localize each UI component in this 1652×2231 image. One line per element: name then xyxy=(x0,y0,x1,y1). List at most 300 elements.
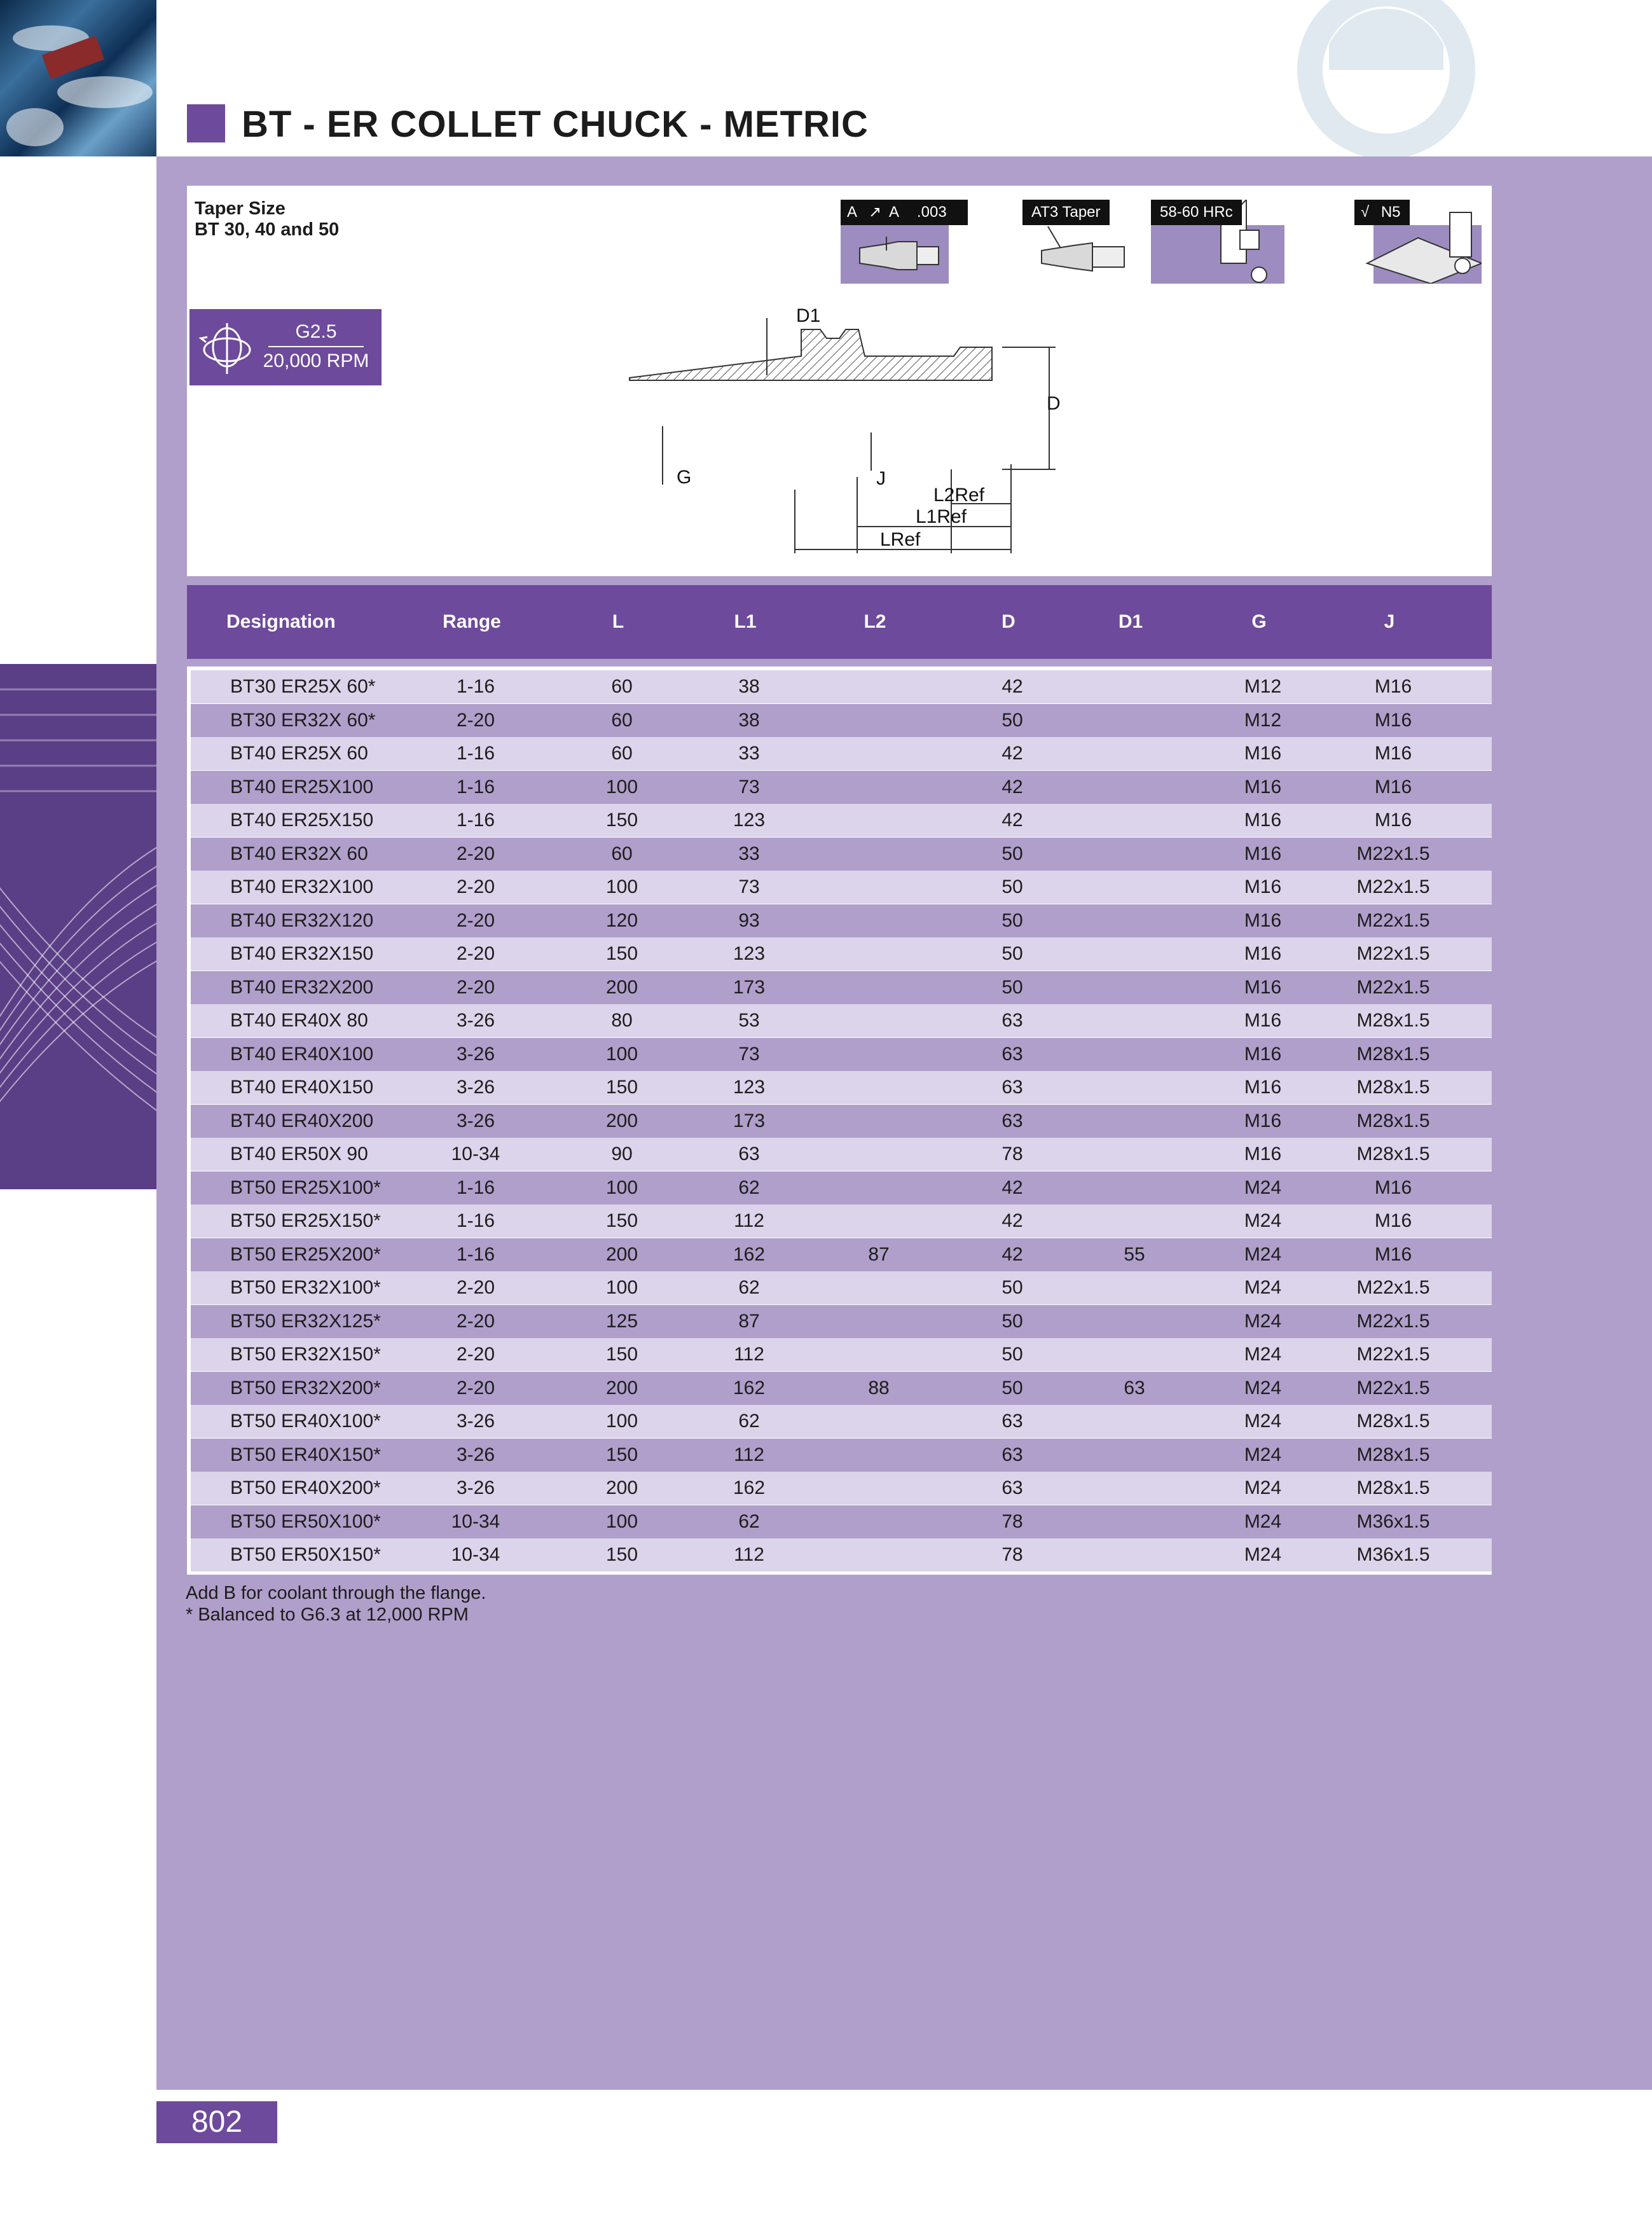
col-head-d: D xyxy=(1002,611,1015,632)
runout-tag xyxy=(841,200,968,225)
cell-d1 xyxy=(1096,1205,1173,1238)
table-row xyxy=(191,1472,1492,1505)
cell-d: 42 xyxy=(1002,1243,1023,1265)
cell-l2 xyxy=(841,1271,917,1304)
cell-l: 100 xyxy=(605,1411,638,1432)
taper-size-label: Taper Size xyxy=(195,198,286,219)
table-row xyxy=(191,1004,1492,1037)
cell-range: 1-16 xyxy=(456,776,495,798)
cell-l: 200 xyxy=(605,1110,638,1131)
table-row xyxy=(191,838,1492,871)
cell-l: 80 xyxy=(611,1010,633,1031)
cell-g: M16 xyxy=(1244,776,1282,798)
cell-j: M28x1.5 xyxy=(1356,1411,1430,1432)
table-row xyxy=(191,1238,1492,1271)
cell-d1 xyxy=(1096,1472,1173,1505)
cell-l2 xyxy=(841,1071,917,1104)
cell-g: M24 xyxy=(1244,1210,1282,1231)
cell-range: 1-16 xyxy=(456,1177,495,1198)
cell-g: M24 xyxy=(1244,1243,1282,1265)
runout-value: .003 xyxy=(917,204,947,221)
balance-grade: G2.5 xyxy=(295,321,337,342)
cell-l2 xyxy=(841,838,917,871)
taper-size-value: BT 30, 40 and 50 xyxy=(195,219,340,240)
table-row xyxy=(191,1271,1492,1304)
table-row xyxy=(191,704,1492,737)
title-marker xyxy=(187,104,225,142)
cell-g: M12 xyxy=(1244,709,1282,731)
cell-g: M16 xyxy=(1244,1043,1282,1065)
col-head-d1: D1 xyxy=(1118,611,1143,632)
cell-l: 150 xyxy=(605,1210,638,1231)
cell-d: 50 xyxy=(1002,976,1023,998)
cell-j: M36x1.5 xyxy=(1356,1510,1430,1532)
cell-l2 xyxy=(841,670,917,703)
cell-j: M28x1.5 xyxy=(1356,1143,1430,1164)
table-row xyxy=(191,1538,1492,1571)
roughness-check-icon: √ xyxy=(1361,204,1370,221)
cell-g: M24 xyxy=(1244,1411,1282,1432)
cell-range: 1-16 xyxy=(456,1243,495,1265)
balance-icon xyxy=(198,319,256,376)
cell-l2 xyxy=(841,1105,917,1138)
cell-designation: BT50 ER32X125* xyxy=(230,1310,381,1332)
cell-l: 150 xyxy=(605,1344,638,1365)
g-label: G xyxy=(677,467,692,488)
balance-rpm: 20,000 RPM xyxy=(263,350,369,371)
cell-designation: BT40 ER25X100 xyxy=(230,776,374,798)
col-head-l2: L2 xyxy=(864,611,886,632)
cell-l2 xyxy=(841,737,917,770)
cell-j: M22x1.5 xyxy=(1356,1277,1430,1298)
cell-g: M24 xyxy=(1244,1477,1282,1498)
cell-j: M28x1.5 xyxy=(1356,1043,1430,1065)
cell-d: 50 xyxy=(1002,843,1023,864)
cell-l2 xyxy=(841,704,917,737)
cell-range: 1-16 xyxy=(456,1210,495,1231)
cell-d: 50 xyxy=(1002,943,1023,964)
cell-l2: 88 xyxy=(868,1377,890,1399)
datum-b-label: A xyxy=(889,204,900,221)
cell-d1 xyxy=(1096,737,1173,770)
cell-range: 3-26 xyxy=(456,1110,495,1131)
cell-range: 3-26 xyxy=(456,1444,495,1465)
cell-j: M28x1.5 xyxy=(1356,1077,1430,1098)
table-row xyxy=(191,1505,1492,1538)
cell-d1 xyxy=(1096,1538,1173,1571)
cell-d1 xyxy=(1096,1271,1173,1304)
cell-l1: 87 xyxy=(738,1310,760,1332)
cell-l1: 62 xyxy=(738,1277,760,1298)
cell-range: 2-20 xyxy=(456,1277,495,1298)
cell-g: M24 xyxy=(1244,1510,1282,1532)
cell-designation: BT50 ER40X100* xyxy=(230,1411,381,1432)
cell-l1: 73 xyxy=(738,776,760,798)
table-row xyxy=(191,1405,1492,1438)
cell-g: M24 xyxy=(1244,1544,1282,1565)
cell-j: M16 xyxy=(1374,776,1412,798)
cell-designation: BT50 ER25X100* xyxy=(230,1177,381,1198)
cell-range: 2-20 xyxy=(456,976,495,998)
cell-designation: BT40 ER40X200 xyxy=(230,1110,374,1131)
cell-range: 3-26 xyxy=(456,1043,495,1065)
cell-d1 xyxy=(1096,670,1173,703)
cell-l: 200 xyxy=(605,1377,638,1399)
cell-l1: 162 xyxy=(733,1377,766,1399)
cell-d: 63 xyxy=(1002,1110,1023,1131)
cell-range: 2-20 xyxy=(456,1310,495,1332)
cell-l2 xyxy=(841,871,917,904)
cell-d: 50 xyxy=(1002,1377,1023,1399)
cell-l2 xyxy=(841,1205,917,1238)
cell-j: M22x1.5 xyxy=(1356,1377,1430,1399)
cell-l: 150 xyxy=(605,1544,638,1565)
cell-d1 xyxy=(1096,804,1173,837)
cell-range: 3-26 xyxy=(456,1411,495,1432)
collet-chuck-drawing xyxy=(610,299,1094,560)
cell-d: 50 xyxy=(1002,876,1023,897)
cell-j: M22x1.5 xyxy=(1356,976,1430,998)
cell-l1: 123 xyxy=(733,943,766,964)
cell-l2 xyxy=(841,937,917,970)
cell-range: 3-26 xyxy=(456,1477,495,1498)
cell-l1: 38 xyxy=(738,709,760,731)
cell-l: 150 xyxy=(605,1444,638,1465)
cell-designation: BT50 ER50X150* xyxy=(230,1544,381,1565)
cell-g: M24 xyxy=(1244,1310,1282,1332)
table-row xyxy=(191,1439,1492,1472)
cell-j: M16 xyxy=(1374,676,1412,697)
cell-d: 78 xyxy=(1002,1544,1023,1565)
cell-j: M16 xyxy=(1374,1210,1412,1231)
cell-d1 xyxy=(1096,1338,1173,1371)
table-row xyxy=(191,737,1492,770)
cell-g: M24 xyxy=(1244,1444,1282,1465)
cell-g: M16 xyxy=(1244,743,1282,764)
cell-designation: BT50 ER32X200* xyxy=(230,1377,381,1399)
cell-g: M16 xyxy=(1244,909,1282,931)
cell-d: 42 xyxy=(1002,676,1023,697)
table-row xyxy=(191,804,1492,837)
cell-l1: 112 xyxy=(734,1444,764,1465)
cell-l1: 62 xyxy=(738,1177,760,1198)
cell-l2 xyxy=(841,904,917,937)
cell-d1 xyxy=(1096,1004,1173,1037)
cell-l: 100 xyxy=(605,876,638,897)
cell-d: 42 xyxy=(1002,1177,1023,1198)
cell-range: 10-34 xyxy=(451,1510,500,1532)
cell-l: 60 xyxy=(611,709,633,731)
table-row xyxy=(191,1138,1492,1171)
table-row xyxy=(191,670,1492,703)
cell-designation: BT40 ER32X120 xyxy=(230,909,374,931)
table-row xyxy=(191,971,1492,1004)
cell-l2 xyxy=(841,1038,917,1071)
cell-g: M16 xyxy=(1244,976,1282,998)
cell-l2 xyxy=(841,804,917,837)
cell-l1: 62 xyxy=(738,1411,760,1432)
cell-designation: BT50 ER40X200* xyxy=(230,1477,381,1498)
cell-l: 60 xyxy=(611,843,633,864)
cell-g: M24 xyxy=(1244,1277,1282,1298)
cell-designation: BT40 ER25X150 xyxy=(230,810,374,831)
cell-designation: BT40 ER32X 60 xyxy=(230,843,368,864)
cell-l2 xyxy=(841,1439,917,1472)
cell-range: 1-16 xyxy=(456,743,495,764)
table-row xyxy=(191,1105,1492,1138)
cell-j: M22x1.5 xyxy=(1356,943,1430,964)
cell-designation: BT40 ER32X100 xyxy=(230,876,374,897)
cell-l1: 62 xyxy=(738,1510,760,1532)
cell-d: 50 xyxy=(1002,1310,1023,1332)
cell-g: M16 xyxy=(1244,843,1282,864)
cell-d1 xyxy=(1096,1171,1173,1205)
cell-d: 50 xyxy=(1002,1344,1023,1365)
cell-designation: BT50 ER50X100* xyxy=(230,1510,381,1532)
cell-d1 xyxy=(1096,1305,1173,1338)
cell-l2 xyxy=(841,771,917,804)
cell-j: M16 xyxy=(1374,1243,1412,1265)
col-head-j: J xyxy=(1384,611,1395,632)
cell-range: 3-26 xyxy=(456,1077,495,1098)
cell-l1: 38 xyxy=(738,676,760,697)
cell-l: 150 xyxy=(605,1077,638,1098)
cell-l2 xyxy=(841,971,917,1004)
j-label: J xyxy=(876,468,886,489)
cell-range: 2-20 xyxy=(456,876,495,897)
cell-j: M28x1.5 xyxy=(1356,1477,1430,1498)
cell-j: M22x1.5 xyxy=(1356,909,1430,931)
cell-d1: 63 xyxy=(1124,1377,1145,1399)
cell-designation: BT50 ER40X150* xyxy=(230,1444,381,1465)
table-row xyxy=(191,1038,1492,1071)
cell-l: 125 xyxy=(605,1310,638,1332)
cell-g: M16 xyxy=(1244,943,1282,964)
cell-d1 xyxy=(1096,1405,1173,1438)
cell-range: 1-16 xyxy=(456,810,495,831)
cell-l: 120 xyxy=(605,909,638,931)
cell-d: 63 xyxy=(1002,1077,1023,1098)
cell-j: M16 xyxy=(1374,810,1412,831)
cell-l2 xyxy=(841,1138,917,1171)
cell-designation: BT40 ER50X 90 xyxy=(230,1143,368,1164)
cell-g: M16 xyxy=(1244,1143,1282,1164)
cell-l: 150 xyxy=(605,810,638,831)
cell-range: 2-20 xyxy=(456,1377,495,1399)
balance-badge xyxy=(189,309,382,385)
cell-d1 xyxy=(1096,1038,1173,1071)
cell-l2: 87 xyxy=(868,1243,890,1265)
cell-range: 2-20 xyxy=(456,943,495,964)
balance-note: * Balanced to G6.3 at 12,000 RPM xyxy=(186,1605,469,1625)
cell-l1: 162 xyxy=(733,1243,766,1265)
datum-a-label: A xyxy=(847,204,858,221)
cell-l: 60 xyxy=(611,743,633,764)
table-row xyxy=(191,1205,1492,1238)
table-row xyxy=(191,1338,1492,1371)
cell-d: 42 xyxy=(1002,810,1023,831)
cell-d: 42 xyxy=(1002,776,1023,798)
cell-d1 xyxy=(1096,771,1173,804)
cell-j: M22x1.5 xyxy=(1356,1310,1430,1332)
table-row xyxy=(191,1171,1492,1205)
cell-l: 90 xyxy=(611,1143,633,1164)
col-head-g: G xyxy=(1251,611,1267,632)
cell-range: 1-16 xyxy=(456,676,495,697)
cell-d: 42 xyxy=(1002,1210,1023,1231)
cell-d: 78 xyxy=(1002,1510,1023,1532)
cell-d: 63 xyxy=(1002,1411,1023,1432)
cell-j: M28x1.5 xyxy=(1356,1010,1430,1031)
cell-l2 xyxy=(841,1305,917,1338)
taper-feature xyxy=(1022,200,1137,284)
cell-l: 100 xyxy=(605,1510,638,1532)
d-label: D xyxy=(1047,393,1061,414)
cell-l2 xyxy=(841,1505,917,1538)
cell-l1: 123 xyxy=(733,810,766,831)
cell-d1 xyxy=(1096,1505,1173,1538)
cell-range: 10-34 xyxy=(451,1544,500,1565)
cell-l1: 63 xyxy=(738,1143,760,1164)
decorative-circle-logo xyxy=(1291,0,1482,165)
cell-j: M16 xyxy=(1374,1177,1412,1198)
cell-j: M16 xyxy=(1374,743,1412,764)
finish-tag xyxy=(1354,200,1410,225)
l-label: LRef xyxy=(880,529,921,550)
table-row xyxy=(191,1071,1492,1104)
runout-feature xyxy=(841,200,987,284)
cell-d1 xyxy=(1096,1105,1173,1138)
cell-l1: 33 xyxy=(738,743,760,764)
cell-designation: BT40 ER40X 80 xyxy=(230,1010,368,1031)
dimension-table xyxy=(187,667,1492,1575)
cell-l: 100 xyxy=(605,1177,638,1198)
cell-l1: 112 xyxy=(734,1544,764,1565)
finish-value: N5 xyxy=(1380,204,1401,221)
cell-l1: 73 xyxy=(738,876,760,897)
cell-j: M36x1.5 xyxy=(1356,1544,1430,1565)
cell-l: 100 xyxy=(605,1043,638,1065)
cell-d: 50 xyxy=(1002,1277,1023,1298)
cell-l: 100 xyxy=(605,776,638,798)
cell-range: 2-20 xyxy=(456,709,495,731)
cell-designation: BT40 ER40X100 xyxy=(230,1043,374,1065)
cell-d: 50 xyxy=(1002,909,1023,931)
page-number: 802 xyxy=(191,2105,243,2139)
table-row xyxy=(191,771,1492,804)
cell-d: 63 xyxy=(1002,1477,1023,1498)
cell-l1: 162 xyxy=(733,1477,766,1498)
cell-designation: BT50 ER32X100* xyxy=(230,1277,381,1298)
finish-feature xyxy=(1354,200,1482,284)
table-row xyxy=(191,904,1492,937)
cell-l: 100 xyxy=(605,1277,638,1298)
cell-l1: 112 xyxy=(734,1210,764,1231)
cell-l: 60 xyxy=(611,676,633,697)
table-header xyxy=(187,585,1492,659)
cell-range: 3-26 xyxy=(456,1010,495,1031)
cell-j: M16 xyxy=(1374,709,1412,731)
cell-g: M16 xyxy=(1244,810,1282,831)
coolant-note: Add B for coolant through the flange. xyxy=(186,1583,486,1603)
cell-l2 xyxy=(841,1472,917,1505)
cell-g: M24 xyxy=(1244,1377,1282,1399)
cell-g: M16 xyxy=(1244,1110,1282,1131)
cell-j: M22x1.5 xyxy=(1356,1344,1430,1365)
cell-l1: 123 xyxy=(733,1077,766,1098)
cell-d: 63 xyxy=(1002,1444,1023,1465)
cell-d1 xyxy=(1096,838,1173,871)
cell-l: 200 xyxy=(605,976,638,998)
col-head-l: L xyxy=(612,611,624,632)
cell-d1 xyxy=(1096,871,1173,904)
cell-j: M28x1.5 xyxy=(1356,1110,1430,1131)
cell-d1 xyxy=(1096,1439,1173,1472)
table-row xyxy=(191,937,1492,970)
cell-l1: 173 xyxy=(733,976,766,998)
cell-l2 xyxy=(841,1405,917,1438)
cell-g: M24 xyxy=(1244,1177,1282,1198)
cell-l2 xyxy=(841,1171,917,1205)
cell-designation: BT50 ER25X150* xyxy=(230,1210,381,1231)
cell-designation: BT40 ER32X150 xyxy=(230,943,374,964)
cell-range: 2-20 xyxy=(456,1344,495,1365)
table-row xyxy=(191,871,1492,904)
cell-d: 50 xyxy=(1002,709,1023,731)
cell-range: 10-34 xyxy=(451,1143,500,1164)
l2-label: L2Ref xyxy=(933,485,985,506)
table-row xyxy=(191,1372,1492,1405)
cell-j: M22x1.5 xyxy=(1356,843,1430,864)
cell-l: 200 xyxy=(605,1243,638,1265)
cell-designation: BT50 ER25X200* xyxy=(230,1243,381,1265)
cell-designation: BT30 ER25X 60* xyxy=(230,676,376,697)
cell-range: 2-20 xyxy=(456,909,495,931)
cell-designation: BT40 ER25X 60 xyxy=(230,743,368,764)
decorative-wave-band xyxy=(0,664,156,1189)
cell-g: M12 xyxy=(1244,676,1282,697)
cell-designation: BT40 ER32X200 xyxy=(230,976,374,998)
cell-l1: 112 xyxy=(734,1344,764,1365)
cell-j: M22x1.5 xyxy=(1356,876,1430,897)
taper-class-tag: AT3 Taper xyxy=(1022,200,1110,225)
cell-l1: 33 xyxy=(738,843,760,864)
col-head-designation: Designation xyxy=(226,611,336,632)
page-title: BT - ER COLLET CHUCK - METRIC xyxy=(242,104,869,145)
table-row xyxy=(191,1305,1492,1338)
runout-arrow-icon: ↗ xyxy=(869,204,882,221)
cell-designation: BT50 ER32X150* xyxy=(230,1344,381,1365)
cell-d1 xyxy=(1096,1138,1173,1171)
cell-d1 xyxy=(1096,904,1173,937)
cell-designation: BT30 ER32X 60* xyxy=(230,709,376,731)
cell-l2 xyxy=(841,1538,917,1571)
cell-d: 78 xyxy=(1002,1143,1023,1164)
cell-l: 150 xyxy=(605,943,638,964)
cell-designation: BT40 ER40X150 xyxy=(230,1077,374,1098)
cell-range: 2-20 xyxy=(456,843,495,864)
header-photo xyxy=(0,0,156,156)
cell-l1: 173 xyxy=(733,1110,766,1131)
cell-d1 xyxy=(1096,704,1173,737)
hardness-tag: 58-60 HRc xyxy=(1151,200,1242,225)
cell-l1: 53 xyxy=(738,1010,760,1031)
cell-d1: 55 xyxy=(1124,1243,1145,1265)
cell-g: M16 xyxy=(1244,876,1282,897)
balance-divider xyxy=(268,346,364,347)
cell-d1 xyxy=(1096,971,1173,1004)
cell-l1: 93 xyxy=(738,909,760,931)
